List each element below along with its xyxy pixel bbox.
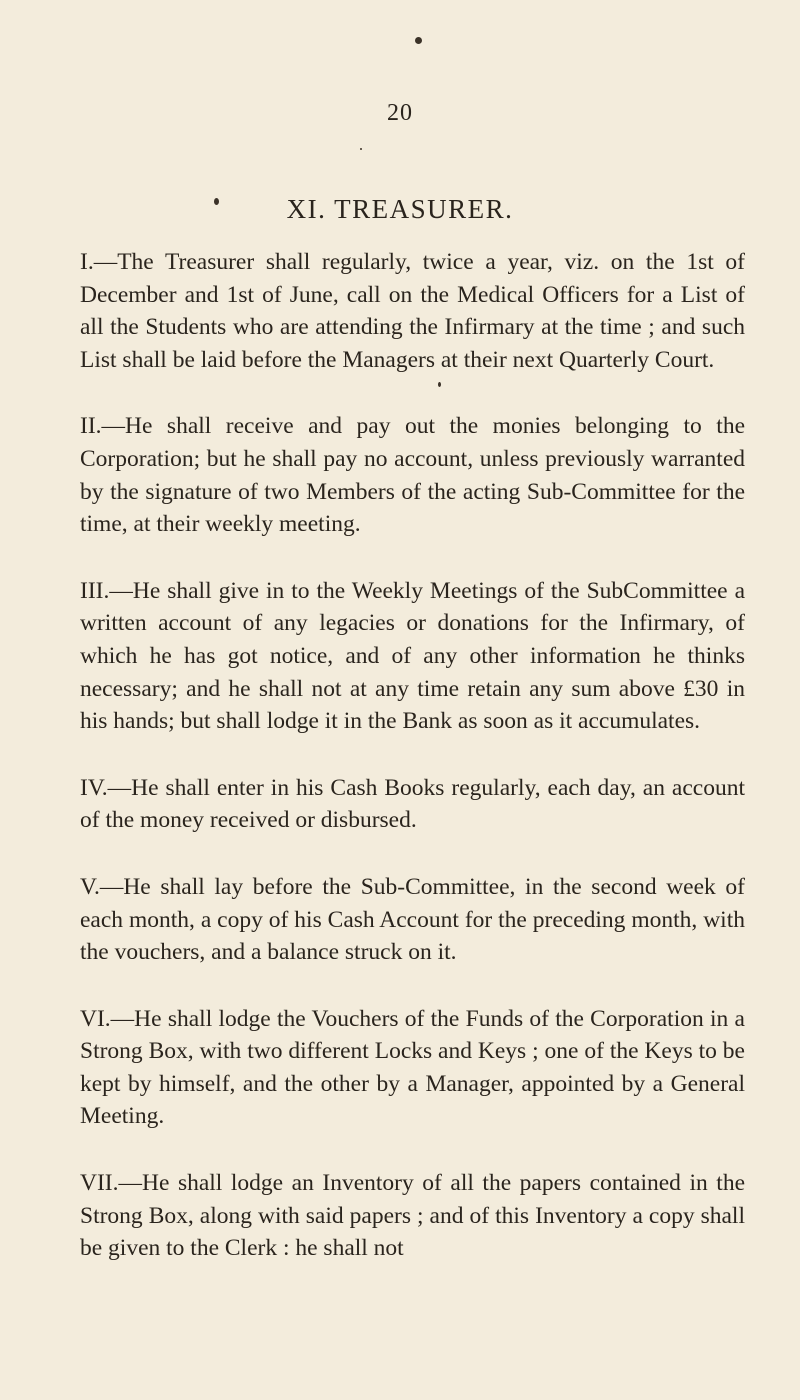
paragraph-vi [80, 1003, 745, 1133]
document-body [80, 246, 745, 1299]
page-number: 20 [387, 100, 413, 126]
paragraph-v [80, 871, 745, 969]
paragraph-text: He shall enter in his Cash Books regularly, each day, an account of the money received or disbursed. [80, 774, 745, 834]
paragraph-numeral: VII.— [80, 1170, 142, 1197]
paragraph-numeral: II.— [80, 413, 126, 440]
paragraph-numeral: VI.— [80, 1005, 135, 1032]
paragraph-text: He shall lay before the Sub-Committee, in the second week of each month, a copy of his Cash Account for the preceding month, with the vouchers, and a balance struck on it. [80, 873, 745, 966]
paragraph-ii [80, 410, 745, 540]
paragraph-iv [80, 772, 745, 837]
paragraph-numeral: III.— [80, 577, 133, 604]
paragraph-vii [80, 1167, 745, 1265]
paper-speck [415, 37, 422, 44]
paragraph-iii [80, 575, 745, 738]
paragraph-i [80, 246, 745, 376]
paragraph-numeral: IV.— [80, 774, 132, 801]
paragraph-text: He shall lodge the Vouchers of the Funds of the Corporation in a Strong Box, with two different Locks and Keys ; one of the Keys to be kept by himself, and the other by a Manager, appointed by a General Meeting. [80, 1005, 745, 1130]
paragraph-numeral: I.— [80, 249, 118, 275]
paragraph-text: He shall give in to the Weekly Meetings of the SubCommittee a written account of any legacies or donations for the Infirmary, of which he has got notice, and of any other information he thinks necessary; and he shall not at any time retain any sum above £30 in his hands; but shall lodge it in the Bank as soon as it accumulates. [80, 577, 745, 735]
section-heading: XI. TREASURER. [286, 194, 514, 224]
paper-speck [360, 148, 362, 150]
paragraph-numeral: V.— [80, 873, 124, 900]
paragraph-text: He shall lodge an Inventory of all the papers contained in the Strong Box, along with said papers ; and of this Inventory a copy shall be given to the Clerk : he shall not [80, 1170, 745, 1262]
paragraph-text: The Treasurer shall regularly, twice a year, viz. on the 1st of December and 1st of June, call on the Medical Officers for a List of all the Students who are attending the Infirmary at the time ; and such List shall be laid before the Managers at their next Quarterly Court. [80, 249, 745, 373]
paragraph-text: He shall receive and pay out the monies belonging to the Corporation; but he shall pay no account, unless previously warranted by the signature of two Members of the acting Sub-Committee for the time, at their weekly meeting. [80, 413, 745, 538]
